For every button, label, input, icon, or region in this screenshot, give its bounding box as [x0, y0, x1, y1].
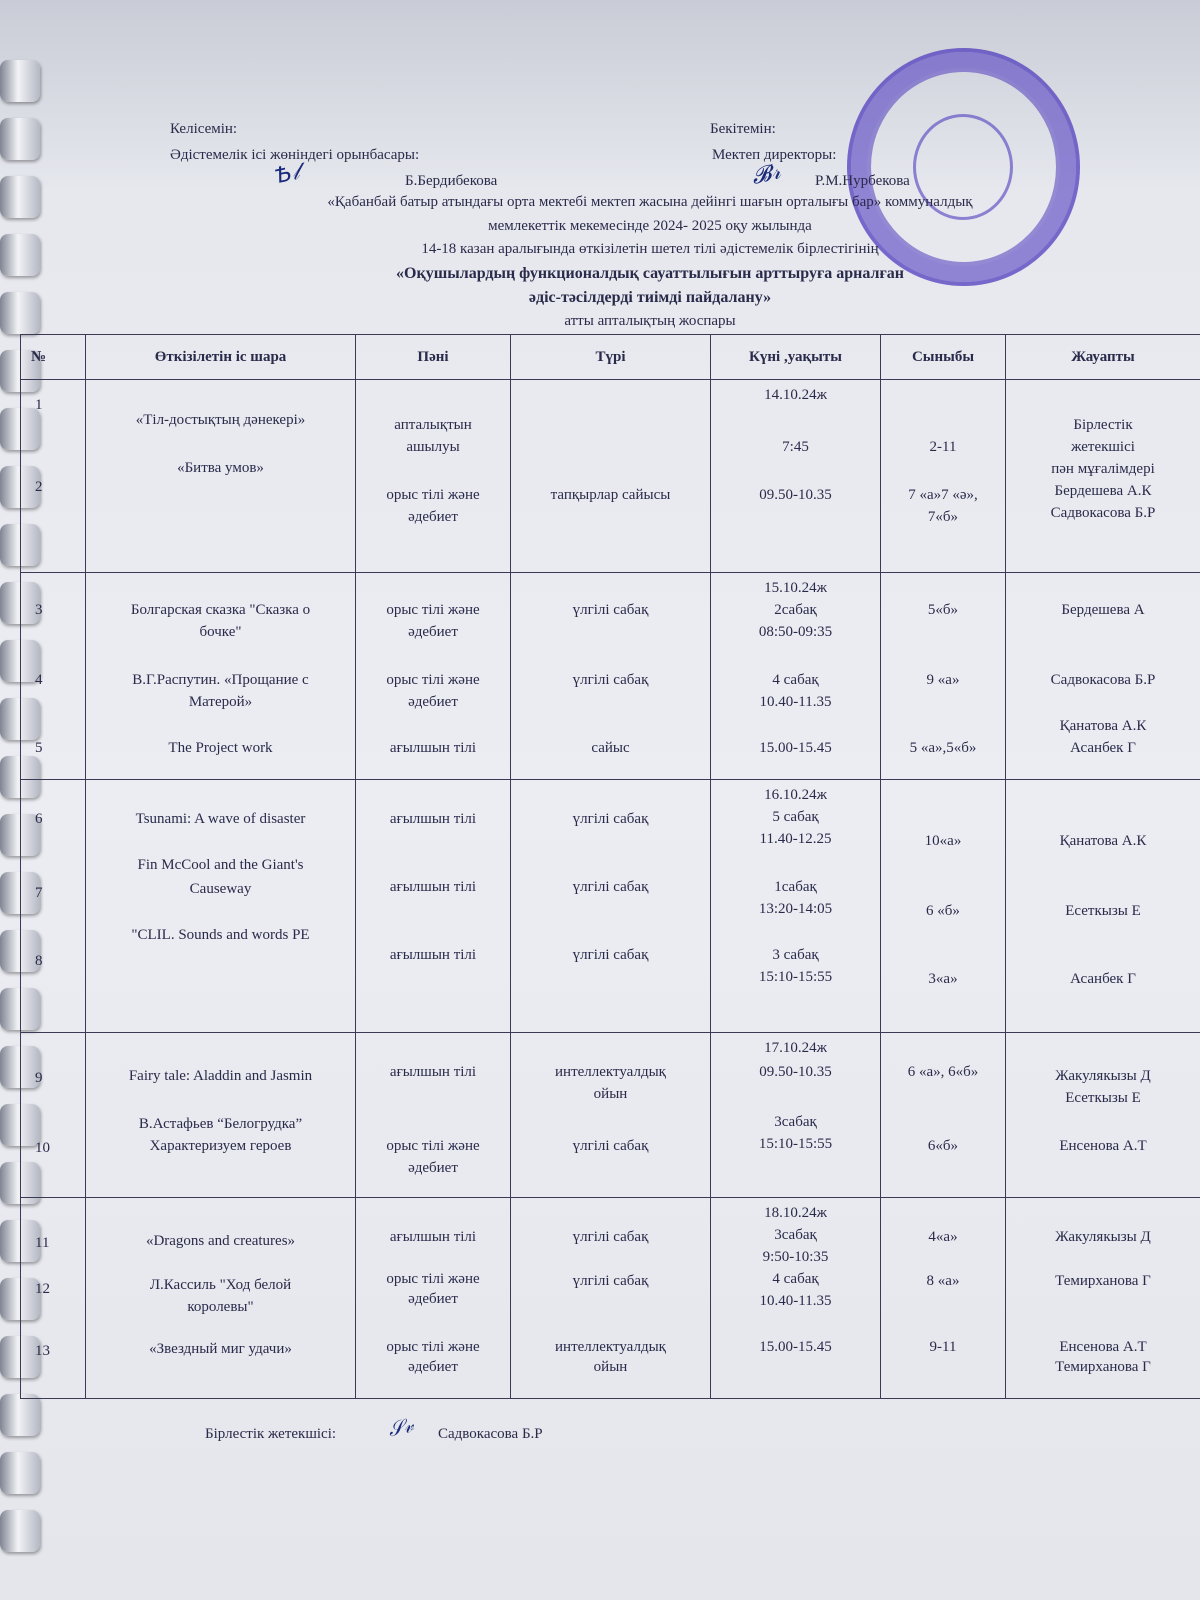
title-line-1: «Оқушылардың функционалдық сауаттылығын арттыруға арналған — [396, 265, 904, 282]
cell-subject-line: ағылшын тілі — [389, 740, 477, 756]
cell-event — [86, 780, 356, 1033]
cell-number-line: 7 — [35, 885, 43, 901]
cell-subject — [356, 380, 511, 573]
cell-subject-line: орыс тілі және — [386, 672, 480, 688]
cell-date-time — [711, 573, 881, 780]
cell-number — [21, 573, 86, 780]
cell-event-line: Fin McCool and the Giant's — [137, 857, 304, 873]
cell-date-time-line: 5 сабақ — [772, 809, 819, 825]
cell-responsible-line: жетекшісі — [1071, 439, 1135, 455]
cell-date-time-line: 10.40-11.35 — [759, 1293, 832, 1309]
cell-responsible-line: Қанатова А.К — [1059, 718, 1147, 734]
binding-ring — [0, 60, 40, 102]
cell-responsible — [1006, 380, 1200, 573]
cell-number — [21, 380, 86, 573]
cell-responsible-line: Темирханова Г — [1055, 1359, 1151, 1375]
table-row — [21, 1198, 1200, 1399]
signature-left: Ѣ𝓁 — [272, 159, 302, 190]
cell-event — [86, 1198, 356, 1399]
cell-subject — [356, 780, 511, 1033]
cell-subject-line: әдебиет — [408, 1160, 458, 1176]
cell-type — [511, 1033, 711, 1198]
cell-subject-line: әдебиет — [408, 1359, 458, 1375]
cell-event-line: Tsunami: A wave of disaster — [135, 811, 306, 827]
cell-type-line: үлгілі сабақ — [572, 1229, 649, 1245]
cell-responsible-line: Асанбек Г — [1070, 971, 1136, 987]
cell-event-line: королевы" — [187, 1299, 254, 1315]
cell-class — [881, 380, 1006, 573]
cell-date-time-line: 13:20-14:05 — [758, 901, 833, 917]
cell-responsible — [1006, 780, 1200, 1033]
cell-type-line: үлгілі сабақ — [572, 602, 649, 618]
binding-ring — [0, 234, 40, 276]
table-header-row — [21, 335, 1200, 380]
plan-subtitle: атты апталықтың жоспары — [564, 313, 736, 329]
cell-date-time-line: 15.00-15.45 — [759, 740, 832, 756]
cell-number-line: 1 — [35, 397, 43, 413]
cell-responsible — [1006, 573, 1200, 780]
header-type: Түрі — [511, 335, 711, 380]
cell-event-line: Характеризуем героев — [149, 1138, 292, 1154]
cell-event-line: The Project work — [168, 740, 273, 756]
cell-class-line: 6«б» — [927, 1138, 959, 1154]
cell-date-time-line: 09.50-10.35 — [759, 1064, 832, 1080]
cell-date-time — [711, 780, 881, 1033]
cell-responsible — [1006, 1198, 1200, 1399]
cell-type-line: тапқырлар сайысы — [550, 487, 671, 503]
binding-ring — [0, 1510, 40, 1552]
table-row — [21, 573, 1200, 780]
cell-number-line: 4 — [35, 672, 43, 688]
school-line-2: мемлекеттік мекемесінде 2024- 2025 оқу жылында — [488, 218, 812, 234]
cell-date-time-line: 3сабақ — [774, 1227, 817, 1243]
cell-class-line: 8 «а» — [926, 1273, 960, 1289]
cell-subject-line: орыс тілі және — [386, 1138, 480, 1154]
table-row — [21, 780, 1200, 1033]
approve-left-role: Әдістемелік ісі жөніндегі орынбасары: — [170, 147, 420, 163]
cell-number — [21, 780, 86, 1033]
cell-date-time-line: 18.10.24ж — [764, 1205, 827, 1221]
cell-event-line: бочке" — [199, 624, 242, 640]
cell-number-line: 9 — [35, 1070, 43, 1086]
school-line-1: «Қабанбай батыр атындағы орта мектебі мектеп жасына дейінгі шағын орталығы бар» коммуналдық — [327, 194, 973, 210]
cell-responsible — [1006, 1033, 1200, 1198]
cell-event-line: «Звездный миг удачи» — [149, 1341, 292, 1357]
binding-ring — [0, 1452, 40, 1494]
binding-ring — [0, 292, 40, 334]
cell-class — [881, 1198, 1006, 1399]
cell-responsible-line: Есеткызы Е — [1065, 903, 1141, 919]
cell-date-time-line: 3сабақ — [774, 1114, 817, 1130]
cell-date-time-line: 11.40-12.25 — [759, 831, 832, 847]
cell-responsible-line: Қанатова А.К — [1059, 833, 1147, 849]
cell-class-line: 6 «а», 6«б» — [907, 1064, 979, 1080]
header-event: Өткізілетін іс шара — [86, 335, 356, 380]
cell-event-line: Л.Кассиль "Ход белой — [149, 1277, 292, 1293]
cell-responsible-line: Бердешева А — [1061, 602, 1145, 618]
approve-right-name: Р.М.Нурбекова — [815, 173, 910, 189]
cell-date-time-line: 9:50-10:35 — [762, 1249, 829, 1265]
cell-type-line: интеллектуалдық — [555, 1064, 666, 1080]
cell-type-line: сайыс — [591, 740, 630, 756]
cell-responsible-line: Садвокасова Б.Р — [1050, 672, 1156, 688]
approve-right-role: Мектеп директоры: — [712, 147, 837, 163]
cell-subject-line: әдебиет — [408, 624, 458, 640]
cell-number-line: 8 — [35, 953, 43, 969]
cell-event-line: "CLIL. Sounds and words PE — [131, 927, 310, 943]
cell-date-time-line: 08:50-09:35 — [758, 624, 833, 640]
cell-date-time-line: 15.10.24ж — [764, 580, 827, 596]
signature-right: 𝓑𝓇 — [749, 159, 783, 190]
cell-type-line: ойын — [593, 1086, 628, 1102]
cell-responsible-line: Жакулякызы Д — [1055, 1068, 1151, 1084]
cell-event — [86, 1033, 356, 1198]
cell-subject-line: ашылуы — [406, 439, 460, 455]
cell-responsible-line: пән мұғалімдері — [1051, 461, 1155, 477]
cell-number-line: 3 — [35, 602, 43, 618]
cell-subject — [356, 1198, 511, 1399]
cell-responsible-line: Бірлестік — [1073, 417, 1133, 433]
cell-type-line: үлгілі сабақ — [572, 1273, 649, 1289]
cell-class-line: 5 «а»,5«б» — [909, 740, 977, 756]
binding-ring — [0, 118, 40, 160]
cell-event-line: Болгарская сказка "Сказка о — [130, 602, 311, 618]
cell-type — [511, 780, 711, 1033]
dates-line: 14-18 казан аралығында өткізілетін шетел тілі әдістемелік бірлестігінің — [421, 241, 879, 257]
cell-event-line: В.Г.Распутин. «Прощание с — [132, 672, 309, 688]
binding-ring — [0, 1394, 40, 1436]
header-subject: Пәні — [356, 335, 511, 380]
approve-left-name: Б.Бердибекова — [405, 173, 498, 189]
cell-subject-line: ағылшын тілі — [389, 1064, 477, 1080]
table-row — [21, 380, 1200, 573]
cell-date-time — [711, 1198, 881, 1399]
header-date-time: Күні ,уақыты — [711, 335, 881, 380]
cell-responsible-line: Енсенова А.Т — [1059, 1339, 1147, 1355]
cell-subject-line: орыс тілі және — [386, 487, 480, 503]
cell-number-line: 6 — [35, 811, 43, 827]
cell-event-line: «Dragons and creatures» — [145, 1233, 296, 1249]
schedule-table — [20, 334, 1200, 1399]
cell-responsible-line: Жакулякызы Д — [1055, 1229, 1151, 1245]
cell-date-time-line: 16.10.24ж — [764, 787, 827, 803]
cell-event-line: В.Астафьев “Белогрудка” — [138, 1116, 303, 1132]
signature-footer: 𝒮𝓋 — [385, 1412, 416, 1442]
cell-number-line: 2 — [35, 479, 43, 495]
cell-type-line: ойын — [593, 1359, 628, 1375]
cell-class-line: 6 «б» — [926, 903, 960, 919]
cell-class — [881, 573, 1006, 780]
title-line-2: әдіс-тәсілдерді тиімді пайдалану» — [528, 289, 772, 306]
cell-type-line: интеллектуалдық — [555, 1339, 666, 1355]
footer-name: Садвокасова Б.Р — [438, 1426, 543, 1442]
cell-subject-line: ағылшын тілі — [389, 811, 477, 827]
cell-number-line: 12 — [35, 1281, 50, 1297]
cell-number-line: 10 — [35, 1140, 50, 1156]
cell-type-line: үлгілі сабақ — [572, 1138, 649, 1154]
cell-class-line: 4«а» — [928, 1229, 958, 1245]
approve-left-title: Келісемін: — [170, 121, 238, 137]
cell-number-line: 5 — [35, 740, 43, 756]
cell-subject-line: ағылшын тілі — [389, 947, 477, 963]
cell-class — [881, 1033, 1006, 1198]
cell-type-line: үлгілі сабақ — [572, 811, 649, 827]
cell-responsible-line: Бердешева А.К — [1054, 483, 1152, 499]
cell-class-line: 9 «а» — [926, 672, 960, 688]
cell-date-time-line: 7:45 — [782, 439, 809, 455]
cell-subject-line: орыс тілі және — [386, 1271, 480, 1287]
cell-date-time-line: 10.40-11.35 — [759, 694, 832, 710]
cell-number — [21, 1033, 86, 1198]
cell-class-line: 7 «а»7 «ә», — [908, 487, 978, 503]
cell-class — [881, 780, 1006, 1033]
cell-responsible-line: Темирханова Г — [1055, 1273, 1151, 1289]
cell-class-line: 3«а» — [928, 971, 958, 987]
cell-number-line: 13 — [35, 1343, 50, 1359]
cell-date-time-line: 09.50-10.35 — [759, 487, 832, 503]
cell-event-line: «Тіл-достықтың дәнекері» — [135, 412, 306, 428]
binding-ring — [0, 176, 40, 218]
cell-class-line: 9-11 — [929, 1339, 957, 1355]
cell-date-time-line: 14.10.24ж — [764, 387, 827, 403]
cell-subject-line: апталықтын — [394, 417, 472, 433]
approve-right-title: Бекітемін: — [710, 121, 776, 137]
cell-type — [511, 1198, 711, 1399]
cell-date-time-line: 1сабақ — [774, 879, 817, 895]
cell-class-line: 5«б» — [927, 602, 959, 618]
cell-date-time-line: 15.00-15.45 — [759, 1339, 832, 1355]
cell-date-time — [711, 380, 881, 573]
cell-date-time-line: 4 сабақ — [772, 672, 819, 688]
cell-subject-line: орыс тілі және — [386, 602, 480, 618]
cell-responsible-line: Есеткызы Е — [1065, 1090, 1141, 1106]
cell-class-line: 7«б» — [927, 509, 959, 525]
cell-date-time-line: 4 сабақ — [772, 1271, 819, 1287]
header-class: Сыныбы — [881, 335, 1006, 380]
cell-subject-line: әдебиет — [408, 694, 458, 710]
cell-responsible-line: Асанбек Г — [1070, 740, 1136, 756]
cell-responsible-line: Енсенова А.Т — [1059, 1138, 1147, 1154]
cell-responsible-line: Садвокасова Б.Р — [1050, 505, 1156, 521]
header-responsible: Жауапты — [1006, 335, 1200, 380]
cell-event-line: «Битва умов» — [177, 460, 264, 476]
cell-number — [21, 1198, 86, 1399]
footer-label: Бірлестік жетекшісі: — [205, 1426, 337, 1442]
cell-subject-line: ағылшын тілі — [389, 879, 477, 895]
cell-event-line: Матерой» — [188, 694, 253, 710]
cell-type — [511, 573, 711, 780]
cell-type-line: үлгілі сабақ — [572, 672, 649, 688]
cell-date-time — [711, 1033, 881, 1198]
table-row — [21, 1033, 1200, 1198]
cell-subject-line: ағылшын тілі — [389, 1229, 477, 1245]
cell-event — [86, 380, 356, 573]
cell-event-line: Causeway — [189, 881, 252, 897]
cell-date-time-line: 2сабақ — [774, 602, 817, 618]
cell-type-line: үлгілі сабақ — [572, 947, 649, 963]
cell-type — [511, 380, 711, 573]
cell-class-line: 10«а» — [924, 833, 962, 849]
cell-date-time-line: 15:10-15:55 — [758, 969, 833, 985]
cell-number-line: 11 — [35, 1235, 50, 1251]
cell-subject-line: әдебиет — [408, 509, 458, 525]
cell-subject — [356, 573, 511, 780]
cell-subject-line: әдебиет — [408, 1291, 458, 1307]
cell-date-time-line: 15:10-15:55 — [758, 1136, 833, 1152]
cell-type-line: үлгілі сабақ — [572, 879, 649, 895]
cell-event-line: Fairy tale: Aladdin and Jasmin — [128, 1068, 313, 1084]
cell-class-line: 2-11 — [929, 439, 957, 455]
cell-subject-line: орыс тілі және — [386, 1339, 480, 1355]
header-number: № — [21, 335, 86, 380]
cell-date-time-line: 17.10.24ж — [764, 1040, 827, 1056]
cell-date-time-line: 3 сабақ — [772, 947, 819, 963]
cell-event — [86, 573, 356, 780]
cell-subject — [356, 1033, 511, 1198]
